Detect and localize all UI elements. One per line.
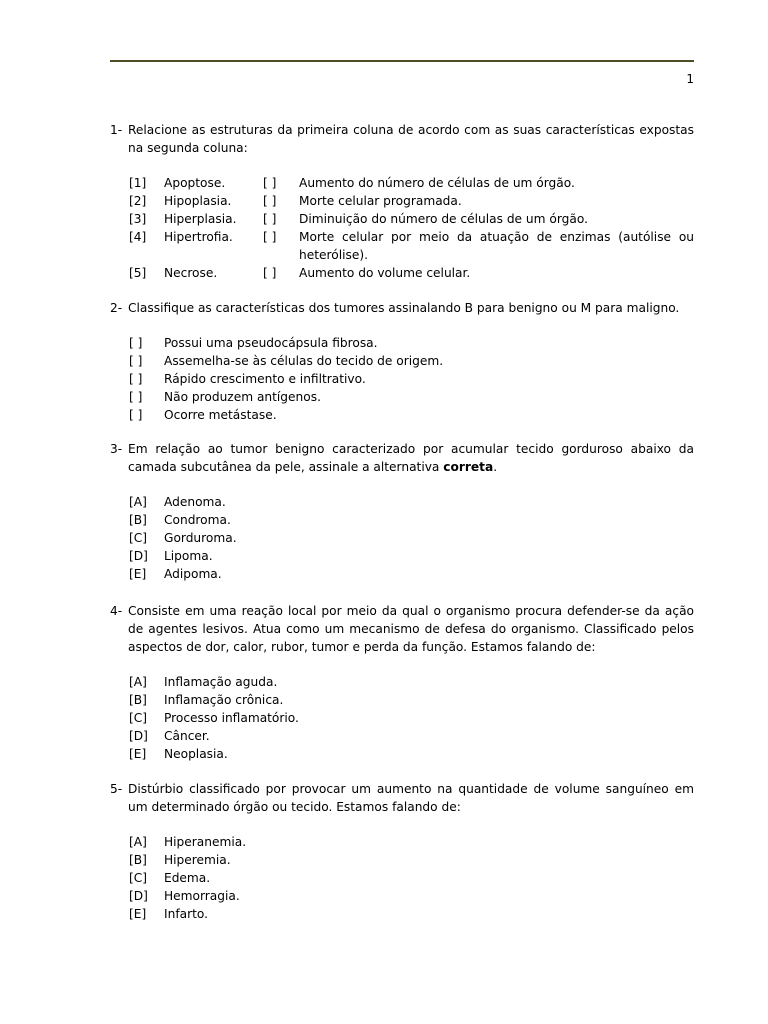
option-item[interactable] [129, 745, 694, 763]
question-text-start: Em relação ao tumor benigno caracterizado por acumular tecido gorduroso abaixo da camada subcutânea da pele, assinale a alternativa [128, 442, 694, 474]
question-2 [110, 299, 694, 424]
row-term: Necrose. [164, 266, 218, 280]
option-item[interactable] [129, 673, 694, 691]
row-term: Hipertrofia. [164, 230, 233, 244]
row-number: [4] [129, 230, 147, 244]
row-number: [5] [129, 266, 147, 280]
answer-box[interactable]: [ ] [263, 212, 277, 226]
option-item[interactable] [129, 709, 694, 727]
row-term: Hiperplasia. [164, 212, 237, 226]
option-text: Possui uma pseudocápsula fibrosa. [164, 336, 378, 350]
question-text: Consiste em uma reação local por meio da qual o organismo procura defender-se da ação de agentes lesivos. Atua como um mecanismo de defesa do organismo. Classificado pelos aspectos de dor, calor, rubor, tumor e perda da função. Estamos falando de: [128, 604, 694, 654]
option-letter: [D] [129, 729, 148, 743]
option-list [129, 493, 694, 583]
row-description: Morte celular por meio da atuação de enzimas (autólise ou heterólise). [299, 230, 694, 262]
option-item[interactable] [129, 511, 694, 529]
question-text [128, 440, 694, 476]
option-letter: [A] [129, 495, 147, 509]
option-item[interactable] [129, 727, 694, 745]
row-number: [1] [129, 176, 147, 190]
option-item[interactable] [129, 869, 694, 887]
option-text: Hiperemia. [164, 853, 231, 867]
matching-row [129, 192, 694, 210]
row-description: Diminuição do número de células de um órgão. [299, 212, 588, 226]
option-text: Câncer. [164, 729, 210, 743]
row-term: Hipoplasia. [164, 194, 232, 208]
option-letter: [D] [129, 549, 148, 563]
row-description: Morte celular programada. [299, 194, 462, 208]
row-term: Apoptose. [164, 176, 226, 190]
option-text: Rápido crescimento e infiltrativo. [164, 372, 366, 386]
matching-row [129, 264, 694, 282]
answer-box[interactable]: [ ] [129, 408, 143, 422]
option-letter: [B] [129, 693, 147, 707]
option-item[interactable] [129, 529, 694, 547]
option-letter: [C] [129, 871, 148, 885]
question-text: Classifique as características dos tumores assinalando B para benigno ou M para maligno. [128, 301, 680, 315]
option-item[interactable] [129, 851, 694, 869]
option-letter: [D] [129, 889, 148, 903]
answer-box[interactable]: [ ] [263, 176, 277, 190]
row-description: Aumento do volume celular. [299, 266, 471, 280]
question-text: Relacione as estruturas da primeira coluna de acordo com as suas características expostas na segunda coluna: [128, 123, 694, 155]
answer-box[interactable]: [ ] [129, 336, 143, 350]
option-letter: [E] [129, 907, 147, 921]
option-text: Assemelha-se às células do tecido de origem. [164, 354, 444, 368]
option-item[interactable] [129, 370, 694, 388]
option-item[interactable] [129, 833, 694, 851]
option-text: Processo inflamatório. [164, 711, 299, 725]
row-number: [2] [129, 194, 147, 208]
page-number: 1 [686, 72, 694, 86]
option-letter: [E] [129, 567, 147, 581]
option-letter: [E] [129, 747, 147, 761]
question-number: 4- [110, 604, 123, 618]
answer-box[interactable]: [ ] [129, 372, 143, 386]
option-list [129, 334, 694, 424]
option-text: Adenoma. [164, 495, 226, 509]
answer-box[interactable]: [ ] [129, 390, 143, 404]
question-1 [110, 121, 694, 282]
option-text: Inflamação aguda. [164, 675, 278, 689]
question-number: 3- [110, 442, 123, 456]
option-item[interactable] [129, 352, 694, 370]
answer-box[interactable]: [ ] [263, 266, 277, 280]
question-4 [110, 602, 694, 763]
option-letter: [C] [129, 531, 148, 545]
question-3 [110, 440, 694, 583]
option-text: Ocorre metástase. [164, 408, 277, 422]
option-letter: [C] [129, 711, 148, 725]
question-number: 5- [110, 782, 123, 796]
option-list [129, 833, 694, 923]
question-number: 1- [110, 123, 123, 137]
matching-row [129, 174, 694, 192]
option-text: Não produzem antígenos. [164, 390, 321, 404]
question-number: 2- [110, 301, 123, 315]
option-text: Hiperanemia. [164, 835, 247, 849]
option-text: Lipoma. [164, 549, 213, 563]
option-text: Hemorragia. [164, 889, 240, 903]
option-item[interactable] [129, 691, 694, 709]
answer-box[interactable]: [ ] [263, 194, 277, 208]
option-item[interactable] [129, 388, 694, 406]
question-text-end: . [493, 460, 498, 474]
option-letter: [B] [129, 853, 147, 867]
option-text: Edema. [164, 871, 211, 885]
answer-box[interactable]: [ ] [129, 354, 143, 368]
option-item[interactable] [129, 334, 694, 352]
option-item[interactable] [129, 406, 694, 424]
matching-row [129, 210, 694, 228]
option-text: Inflamação crônica. [164, 693, 284, 707]
question-5 [110, 780, 694, 923]
option-letter: [B] [129, 513, 147, 527]
matching-table [129, 174, 694, 282]
question-text: Distúrbio classificado por provocar um aumento na quantidade de volume sanguíneo em um determinado órgão ou tecido. Estamos falando de: [128, 782, 694, 814]
option-text: Condroma. [164, 513, 231, 527]
option-item[interactable] [129, 565, 694, 583]
option-item[interactable] [129, 905, 694, 923]
option-text: Gorduroma. [164, 531, 237, 545]
option-item[interactable] [129, 493, 694, 511]
option-item[interactable] [129, 547, 694, 565]
option-item[interactable] [129, 887, 694, 905]
header-rule [110, 60, 694, 62]
option-text: Neoplasia. [164, 747, 228, 761]
answer-box[interactable]: [ ] [263, 230, 277, 244]
matching-row [129, 228, 694, 264]
option-text: Infarto. [164, 907, 208, 921]
question-text-emphasis: correta [443, 460, 494, 474]
option-list [129, 673, 694, 763]
option-letter: [A] [129, 835, 147, 849]
option-letter: [A] [129, 675, 147, 689]
option-text: Adipoma. [164, 567, 222, 581]
row-number: [3] [129, 212, 147, 226]
row-description: Aumento do número de células de um órgão. [299, 176, 575, 190]
